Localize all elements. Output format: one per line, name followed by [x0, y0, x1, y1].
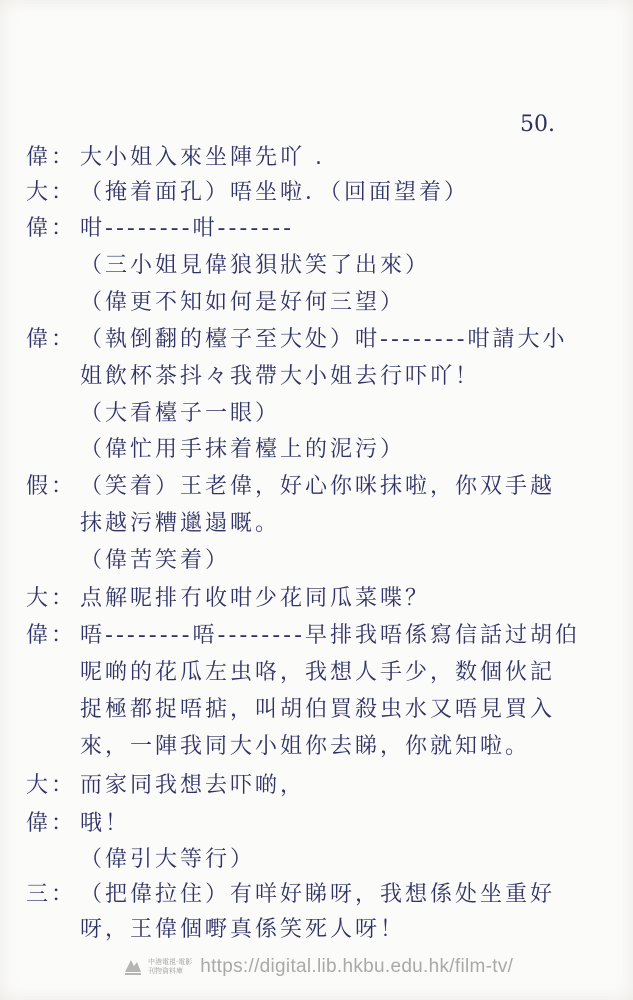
line-text: 唔--------唔--------早排我唔係寫信話过胡伯 — [80, 623, 581, 648]
line-text: （三小姐見偉狼狽狀笑了出來） — [80, 253, 431, 278]
line-text: 大小姐入來坐陣先吖 . — [80, 145, 325, 170]
speaker-label: 大： — [26, 773, 77, 798]
line-text: （偉苦笑着） — [80, 548, 231, 573]
page-number: 50. — [520, 112, 555, 137]
line-text: （大看檯子一眼） — [80, 401, 281, 426]
speaker-label: 三： — [26, 882, 77, 907]
speaker-label: 偉： — [26, 623, 77, 648]
line-text: （偉忙用手抹着檯上的泥污） — [80, 437, 406, 462]
watermark — [122, 950, 513, 984]
speaker-label: 偉： — [26, 327, 77, 352]
line-text: （笑着）王老偉，好心你咪抹啦，你双手越 — [80, 474, 556, 499]
library-logo-icon — [122, 956, 144, 978]
line-text: 捉極都捉唔掂，叫胡伯買殺虫水又唔見買入 — [80, 697, 556, 722]
watermark-org-line2: 刊物資料庫 — [148, 967, 183, 975]
line-text: （執倒翻的檯子至大处）咁--------咁請大小 — [80, 327, 568, 352]
line-text: 而家同我想去吓啲， — [80, 773, 306, 798]
line-text: 姐飲杯茶抖々我帶大小姐去行吓吖！ — [80, 364, 481, 389]
watermark-url[interactable]: https://digital.lib.hkbu.edu.hk/film-tv/ — [200, 956, 514, 977]
speaker-label: 大： — [26, 586, 77, 611]
line-text: （把偉拉住）有咩好睇呀，我想係处坐重好 — [80, 882, 556, 907]
line-text: 咁--------咁------- — [80, 216, 295, 241]
speaker-label: 偉： — [26, 811, 77, 836]
line-text: （偉更不知如何是好何三望） — [80, 290, 406, 315]
speaker-label: 偉： — [26, 216, 77, 241]
line-text: 呀，王偉個嘢真係笑死人呀！ — [80, 917, 406, 942]
line-text: （掩着面孔）唔坐啦．（回面望着） — [80, 180, 470, 205]
line-text: 抹越污糟邋遢嘅。 — [80, 511, 281, 536]
line-text: 点解呢排冇收咁少花同瓜菜喋？ — [80, 586, 431, 611]
speaker-label: 大： — [26, 180, 77, 205]
line-text: 呢啲的花瓜左虫咯，我想人手少，数個伙記 — [80, 660, 556, 685]
speaker-label: 假： — [26, 474, 77, 499]
line-text: （偉引大等行） — [80, 847, 256, 872]
line-text: 來，一陣我同大小姐你去睇，你就知啦。 — [80, 734, 531, 759]
speaker-label: 偉： — [26, 145, 77, 170]
watermark-org-line1: 中港電視‧電影 — [148, 958, 193, 966]
line-text: 哦！ — [80, 811, 131, 836]
watermark-org — [148, 958, 192, 976]
